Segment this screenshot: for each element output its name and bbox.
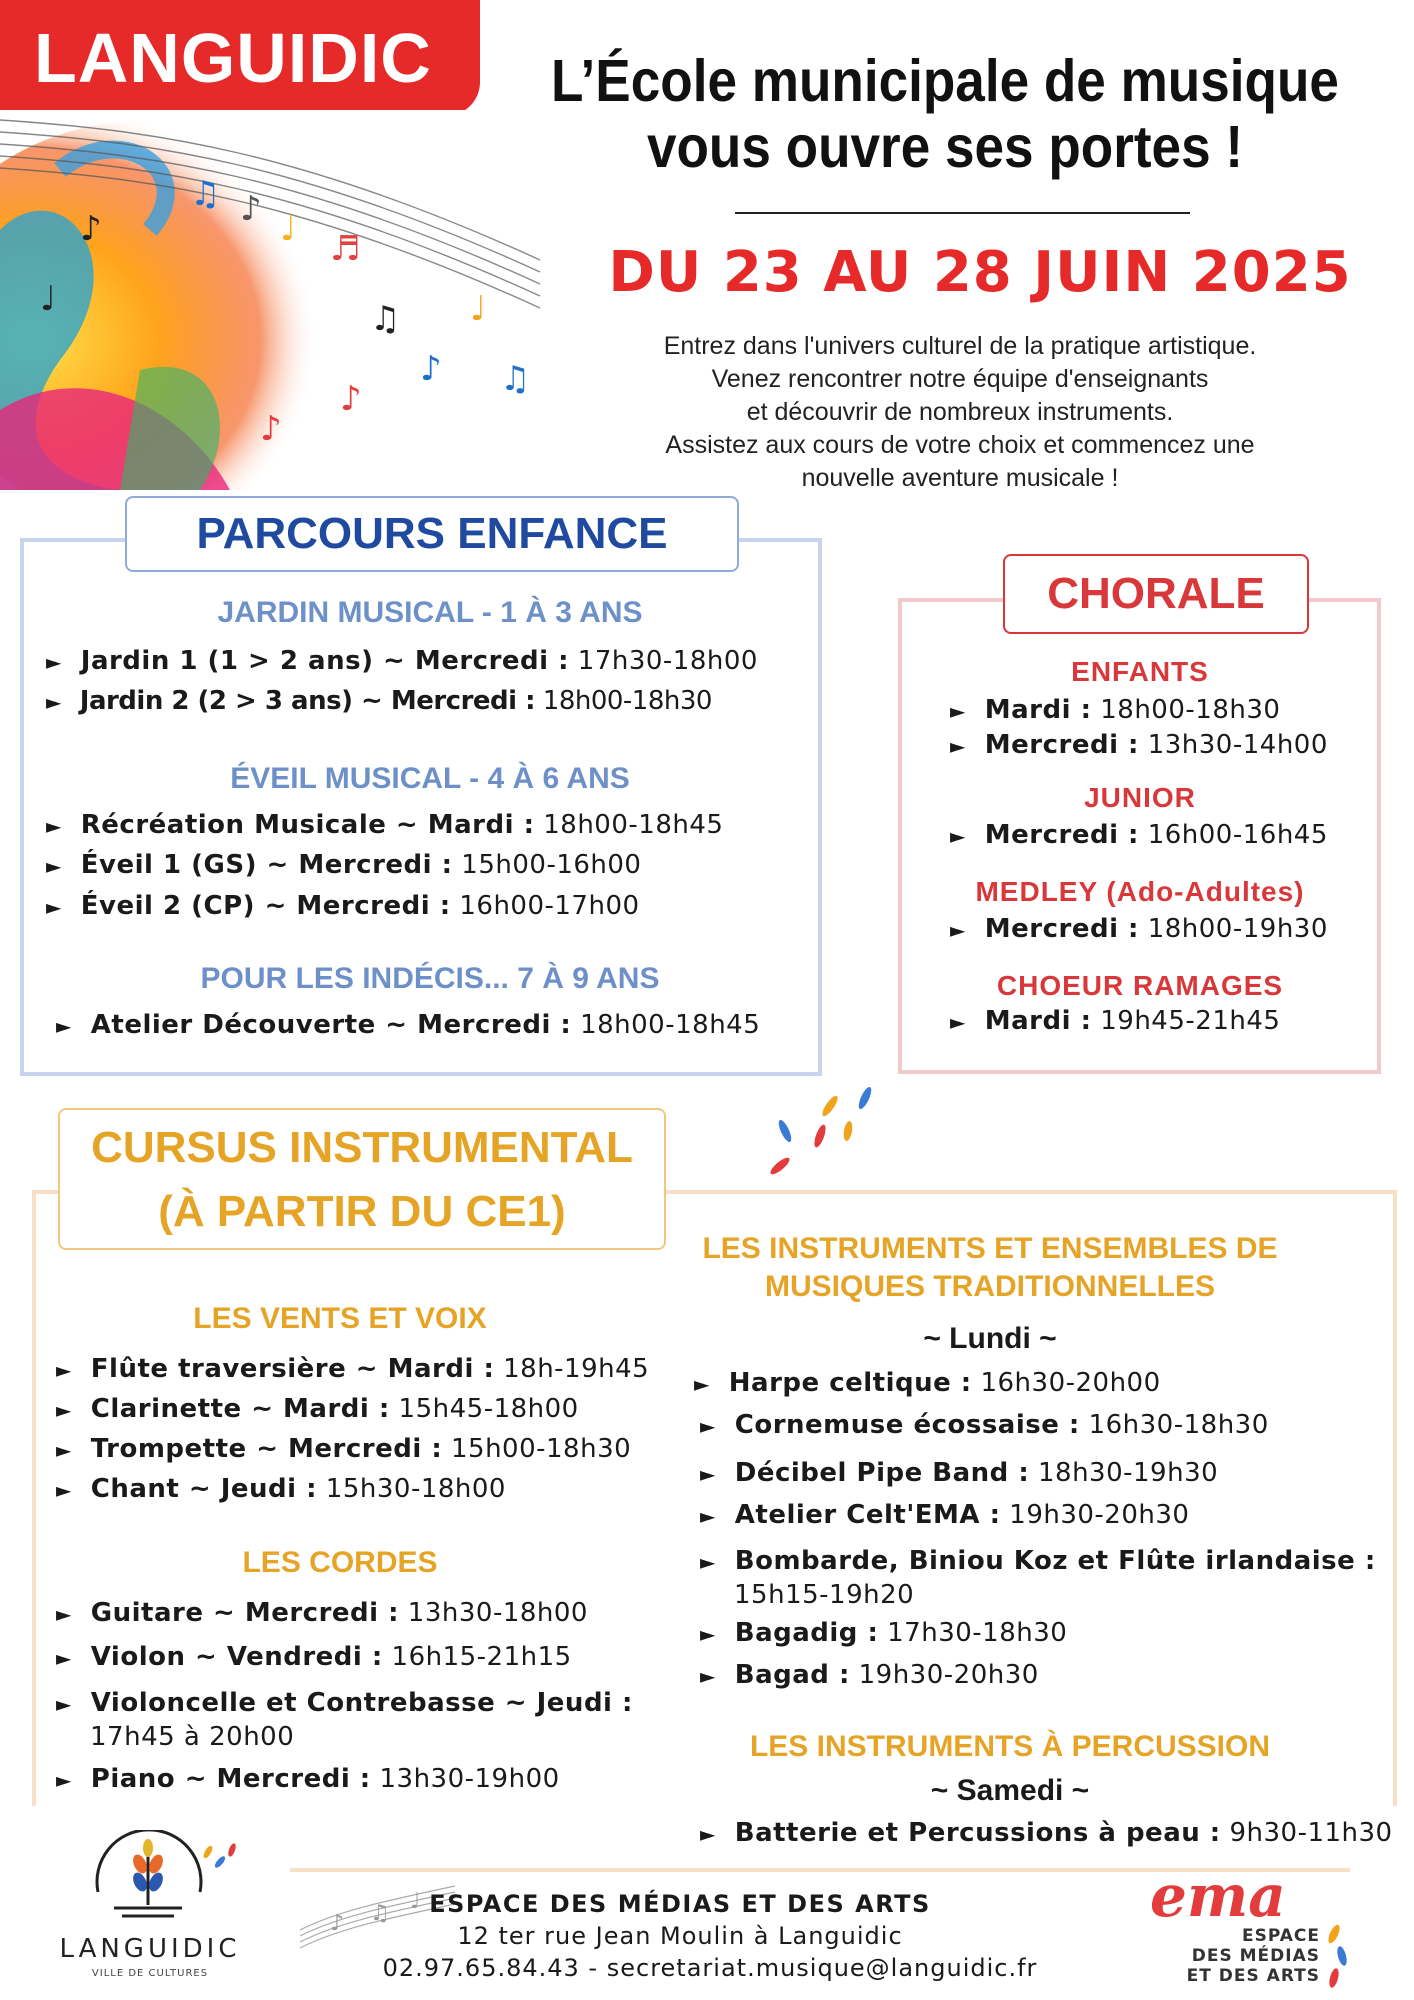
trad-heading-line-1: LES INSTRUMENTS ET ENSEMBLES DE [702,1232,1278,1265]
schedule-item-continuation: 17h45 à 20h00 [90,1722,295,1752]
schedule-item: ► Flûte traversière ~ Mardi : 18h-19h45 [56,1354,650,1384]
arrow-icon: ► [700,1414,716,1438]
arrow-icon: ► [56,1398,72,1422]
trad-heading [680,1230,1300,1306]
ema-logo-script: ema [1150,1862,1286,1930]
chorale-section-heading: MEDLEY (Ado-Adultes) [975,876,1305,907]
chorale-title: CHORALE [1003,554,1309,634]
brand-name: LANGUIDIC [34,19,432,97]
ema-logo-line: DES MÉDIAS [1191,1946,1320,1966]
music-notes-illustration [0,110,570,490]
schedule-item: ► Jardin 1 (1 > 2 ans) ~ Mercredi : 17h30-18h00 [46,646,758,676]
schedule-item: ► Mercredi : 13h30-14h00 [950,730,1328,760]
schedule-item: ► Atelier Découverte ~ Mercredi : 18h00-18h45 [56,1010,761,1040]
svg-text:♪: ♪ [420,349,442,389]
arrow-icon: ► [46,854,62,878]
headline-line-2: vous ouvre ses portes ! [646,114,1244,180]
svg-text:♫: ♫ [500,359,531,399]
enfance-title: PARCOURS ENFANCE [125,496,739,572]
svg-text:♩: ♩ [410,1889,421,1914]
schedule-item: ► Batterie et Percussions à peau : 9h30-11h30 [700,1818,1393,1848]
arrow-icon: ► [56,1602,72,1626]
schedule-item: ► Trompette ~ Mercredi : 15h00-18h30 [56,1434,632,1464]
svg-text:♫: ♫ [190,174,221,214]
svg-text:♪: ♪ [240,189,262,229]
arrow-icon: ► [56,1478,72,1502]
arrow-icon: ► [700,1462,716,1486]
schedule-item: ► Cornemuse écossaise : 16h30-18h30 [700,1410,1269,1440]
svg-text:♫: ♫ [370,299,401,339]
confetti-decoration [760,1086,880,1186]
schedule-item: ► Mercredi : 18h00-19h30 [950,914,1328,944]
svg-text:♪: ♪ [330,1911,345,1936]
arrow-icon: ► [700,1550,716,1574]
headline-line-1: L’École municipale de musique [551,48,1339,114]
enfance-section-heading: ÉVEIL MUSICAL - 4 À 6 ANS [230,762,630,795]
intro-line: Venez rencontrer notre équipe d'enseignants [711,365,1209,393]
schedule-item: ► Bombarde, Biniou Koz et Flûte irlandaise : [700,1546,1376,1576]
arrow-icon: ► [46,650,62,674]
intro-text [600,330,1320,495]
schedule-item: ► Atelier Celt'EMA : 19h30-20h30 [700,1500,1190,1530]
arrow-icon: ► [56,1646,72,1670]
percu-heading: LES INSTRUMENTS À PERCUSSION [749,1730,1271,1763]
arrow-icon: ► [56,1768,72,1792]
svg-text:♬: ♬ [330,229,361,269]
svg-text:♩: ♩ [280,209,297,249]
arrow-icon: ► [700,1822,716,1846]
arrow-icon: ► [46,895,62,919]
schedule-item: ► Jardin 2 (2 > 3 ans) ~ Mercredi : 18h00-18h30 [46,686,712,716]
svg-text:♫: ♫ [370,1901,390,1926]
schedule-item: ► Éveil 1 (GS) ~ Mercredi : 15h00-16h00 [46,850,642,880]
trad-heading-line-2: MUSIQUES TRADITIONNELLES [764,1270,1215,1303]
chorale-section-heading: ENFANTS [1071,656,1209,687]
schedule-item: ► Harpe celtique : 16h30-20h00 [694,1368,1161,1398]
arrow-icon: ► [700,1504,716,1528]
schedule-item: ► Éveil 2 (CP) ~ Mercredi : 16h00-17h00 [46,891,640,921]
arrow-icon: ► [694,1372,710,1396]
svg-text:♩: ♩ [40,279,57,319]
vents-heading: LES VENTS ET VOIX [193,1302,487,1335]
enfance-section-heading: POUR LES INDÉCIS... 7 À 9 ANS [200,962,660,995]
arrow-icon: ► [56,1358,72,1382]
schedule-item: ► Violon ~ Vendredi : 16h15-21h15 [56,1642,572,1672]
arrow-icon: ► [950,699,966,723]
languidic-logo [40,1830,260,1990]
svg-text:♪: ♪ [260,409,282,449]
brand-banner [0,0,480,116]
logo-text: LANGUIDIC [59,1934,241,1964]
chorale-section-heading: CHOEUR RAMAGES [996,970,1284,1001]
arrow-icon: ► [950,734,966,758]
arrow-icon: ► [950,1010,966,1034]
schedule-item: ► Piano ~ Mercredi : 13h30-19h00 [56,1764,560,1794]
schedule-item: ► Clarinette ~ Mardi : 15h45-18h00 [56,1394,579,1424]
headline-divider [735,212,1190,214]
schedule-item: ► Mardi : 19h45-21h45 [950,1006,1281,1036]
schedule-item: ► Bagad : 19h30-20h30 [700,1660,1039,1690]
schedule-item: ► Récréation Musicale ~ Mardi : 18h00-18h45 [46,810,724,840]
arrow-icon: ► [700,1622,716,1646]
intro-line: Assistez aux cours de votre choix et commencez une [665,431,1255,459]
schedule-item-continuation: 15h15-19h20 [734,1580,915,1610]
ema-logo-line: ET DES ARTS [1186,1966,1320,1986]
ema-logo-line: ESPACE [1241,1926,1320,1946]
arrow-icon: ► [950,824,966,848]
schedule-item: ► Violoncelle et Contrebasse ~ Jeudi : [56,1688,633,1718]
svg-text:♪: ♪ [80,209,102,249]
schedule-item: ► Chant ~ Jeudi : 15h30-18h00 [56,1474,506,1504]
svg-text:♪: ♪ [340,379,362,419]
arrow-icon: ► [950,918,966,942]
cordes-heading: LES CORDES [242,1546,438,1579]
chorale-section-heading: JUNIOR [1084,782,1196,813]
ema-confetti-icon [1322,1920,1362,1990]
intro-line: Entrez dans l'univers culturel de la pratique artistique. [663,332,1257,360]
arrow-icon: ► [56,1692,72,1716]
arrow-icon: ► [46,814,62,838]
schedule-item: ► Mercredi : 16h00-16h45 [950,820,1328,850]
arrow-icon: ► [56,1438,72,1462]
arrow-icon: ► [56,1014,72,1038]
event-dates: DU 23 AU 28 JUIN 2025 [608,240,1352,305]
cursus-title-line-2: (À PARTIR DU CE1) [158,1187,566,1236]
venue-name: ESPACE DES MÉDIAS ET DES ARTS [429,1890,931,1918]
cursus-title [58,1108,666,1250]
cursus-title-line-1: CURSUS INSTRUMENTAL [91,1123,633,1172]
arrow-icon: ► [700,1664,716,1688]
intro-line: nouvelle aventure musicale ! [801,464,1119,492]
schedule-item: ► Mardi : 18h00-18h30 [950,695,1281,725]
percu-day: ~ Samedi ~ [930,1774,1090,1807]
venue-address: 12 ter rue Jean Moulin à Languidic [457,1922,903,1950]
schedule-item: ► Bagadig : 17h30-18h30 [700,1618,1068,1648]
enfance-section-heading: JARDIN MUSICAL - 1 À 3 ANS [217,596,643,629]
wheat-logo-icon [40,1830,260,1930]
schedule-item: ► Décibel Pipe Band : 18h30-19h30 [700,1458,1219,1488]
trad-day: ~ Lundi ~ [923,1322,1057,1355]
ema-logo [1140,1862,1370,1992]
schedule-item: ► Guitare ~ Mercredi : 13h30-18h00 [56,1598,588,1628]
intro-line: et découvrir de nombreux instruments. [746,398,1174,426]
arrow-icon: ► [46,690,61,714]
venue-contact: 02.97.65.84.43 - secretariat.musique@languidic.fr [382,1954,1038,1982]
headline [527,48,1364,180]
svg-text:♩: ♩ [470,289,487,329]
ema-logo-text [1140,1926,1320,1986]
logo-subtext: VILLE DE CULTURES [91,1968,209,1979]
